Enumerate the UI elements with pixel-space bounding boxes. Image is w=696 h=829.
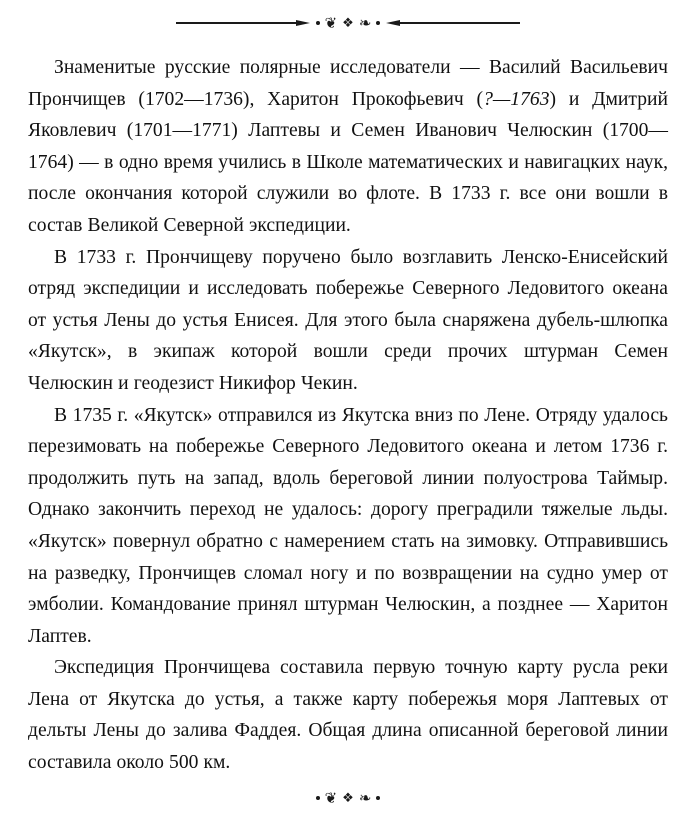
paragraph-1-run-1: Знаменитые русские полярные исследователи — Василий Васильевич Прончищев (1702—1736), Харитон Прокофьевич (: [28, 57, 668, 110]
ornament-center-top: [310, 13, 387, 32]
paragraph-1: [28, 52, 668, 242]
ornament-dot-right: [376, 21, 380, 25]
ornament-divider-top: [28, 6, 668, 40]
paragraph-4-run-1: Экспедиция Прончищева составила первую точную карту русла реки Лена от Якутска до устья, а также карту побережья моря Лаптевых от дельты Лены до залива Фаддея. Общая длина описанной береговой линии составила около 500 км.: [28, 657, 668, 774]
paragraph-2: [28, 242, 668, 400]
ornament-rule-left: [176, 22, 296, 24]
ornament-leaf-right-bottom-icon: ❧: [358, 788, 372, 807]
ornament-diamond-icon: ❖: [342, 15, 354, 31]
ornament-dot-right-bottom: [376, 796, 380, 800]
ornament-dot-left-bottom: [316, 796, 320, 800]
ornament-center-bottom: [310, 788, 387, 807]
paragraph-1-run-2-italic: ?—1763: [483, 88, 550, 110]
paragraph-4: [28, 652, 668, 778]
ornament-taper-right: [386, 20, 400, 26]
paragraph-2-run-1: В 1733 г. Прончищеву поручено было возглавить Ленско-Енисейский отряд экспедиции и исследовать побережье Северного Ледовитого океана от устья Лены до устья Енисея. Для этого была снаряжена дубель-шлюпка «Якутск», в экипаж которой вошли среди прочих штурман Семен Челюскин и геодезист Никифор Чекин.: [28, 246, 668, 394]
document-body: [28, 40, 668, 781]
ornament-dot-left: [316, 21, 320, 25]
ornament-leaf-right-icon: ❧: [358, 13, 372, 32]
paragraph-3-run-1: В 1735 г. «Якутск» отправился из Якутска вниз по Лене. Отряду удалось перезимовать на побережье Северного Ледовитого океана и летом 1736 г. продолжить путь на запад, вдоль береговой линии полуострова Таймыр. Однако закончить переход не удалось: дорогу преградили тяжелые льды. «Якутск» повернул обратно с намерением стать на зимовку. Отправившись на разведку, Прончищев сломал ногу и по возвращении на судно умер от эмболии. Командование принял штурман Челюскин, а позднее — Харитон Лаптев.: [28, 404, 668, 647]
ornament-taper-left: [296, 20, 310, 26]
paragraph-3: [28, 400, 668, 653]
ornament-divider-bottom: [28, 781, 668, 815]
ornament-rule-right: [400, 22, 520, 24]
ornament-leaf-left-bottom-icon: ❦: [324, 788, 338, 807]
paragraph-1-run-3: ) и Дмитрий Яковлевич (1701—1771) Лаптевы и Семен Иванович Челюскин (1700—1764) — в одно время учились в Школе математических и навигацких наук, после окончания которой служили во флоте. В 1733 г. все они вошли в состав Великой Северной экспедиции.: [28, 88, 668, 236]
ornament-leaf-left-icon: ❦: [324, 13, 338, 32]
ornament-diamond-bottom-icon: ❖: [342, 790, 354, 806]
